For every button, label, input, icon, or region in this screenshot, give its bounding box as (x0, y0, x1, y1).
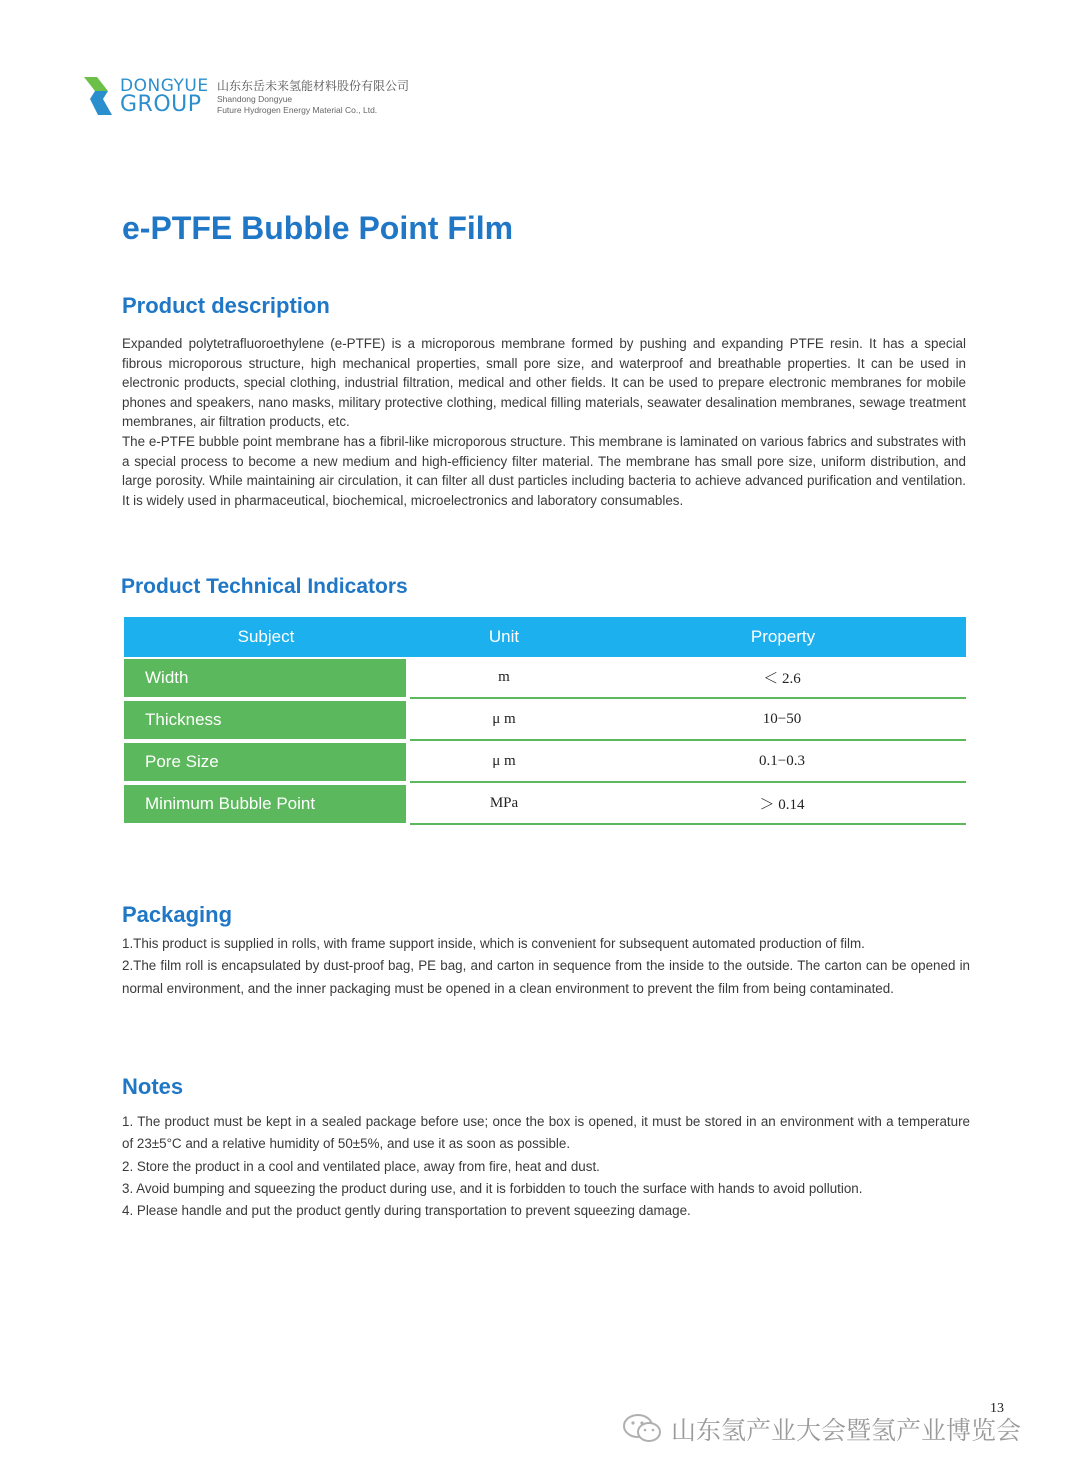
page-title: e-PTFE Bubble Point Film (122, 210, 514, 246)
logo-wordmark (120, 77, 209, 115)
table-row (124, 657, 966, 699)
row-subject: Pore Size (124, 743, 406, 781)
header-subject: Subject (237, 627, 295, 646)
row-unit: MPa (489, 794, 519, 811)
description-paragraph-1: Expanded polytetrafluoroethylene (e-PTFE) is a microporous membrane formed by pushing and expanding PTFE resin. It has a special fibrous microporous structure, high mechanical properties, small pore size, and waterproof and breathable properties. It can be used in electronic products, special clothing, industrial filtration, medical and other fields. It can be used to prepare electronic membranes for mobile phones and speakers, nano masks, military protective clothing, medical filling materials, seawater desalination membranes, sewage treatment membranes, air filtration products, etc. (122, 336, 966, 430)
row-property: ＜ 2.6 (763, 670, 801, 687)
row-property: ＞ 0.14 (759, 796, 805, 813)
row-unit: μ m (492, 710, 516, 727)
company-name-en2: Future Hydrogen Energy Material Co., Ltd. (217, 105, 378, 115)
header-property: Property (750, 627, 816, 646)
notes-text (122, 1111, 970, 1222)
wechat-watermark (622, 1411, 1021, 1447)
table-row (124, 741, 966, 783)
row-property: 0.1−0.3 (759, 752, 805, 769)
description-heading: Product description (122, 293, 330, 318)
watermark-text: 山东氢产业大会暨氢产业博览会 (670, 1417, 1021, 1445)
table-row (124, 699, 966, 741)
notes-item-4: 4. Please handle and put the product gently during transportation to prevent squeezing damage. (122, 1203, 691, 1219)
row-subject: Minimum Bubble Point (124, 785, 406, 823)
packaging-heading: Packaging (122, 902, 233, 927)
row-property: 10−50 (762, 710, 802, 727)
logo-line2: GROUP (120, 92, 202, 117)
packaging-item-1: 1.This product is supplied in rolls, with frame support inside, which is convenient for subsequent automated production of film. (122, 936, 865, 951)
row-unit: μ m (492, 752, 516, 769)
row-unit: m (498, 668, 510, 685)
company-name-cn: 山东东岳未来氢能材料股份有限公司 (217, 79, 410, 93)
notes-heading: Notes (122, 1074, 184, 1099)
dongyue-logo-icon (84, 77, 112, 115)
table-header (124, 617, 966, 657)
company-name-en1: Shandong Dongyue (217, 94, 293, 104)
row-subject: Width (124, 659, 406, 697)
header-unit: Unit (488, 627, 520, 646)
row-subject: Thickness (124, 701, 406, 739)
indicators-heading: Product Technical Indicators (121, 575, 408, 598)
page-number: 13 (990, 1401, 1004, 1416)
company-name (217, 79, 409, 116)
packaging-item-2: 2.The film roll is encapsulated by dust-proof bag, PE bag, and carton in sequence from the inside to the outside. The carton can be opened in normal environment, and the inner packaging must be opened in a clean environment to prevent the film from being contaminated. (122, 958, 970, 996)
wechat-icon (622, 1413, 664, 1445)
notes-item-1: 1. The product must be kept in a sealed package before use; once the box is opened, it must be stored in an environment with a temperature of 23±5°C and a relative humidity of 50±5%, and use it as soon as possible. (122, 1114, 970, 1152)
indicators-table (124, 617, 966, 825)
description-text (122, 334, 966, 510)
notes-item-3: 3. Avoid bumping and squeezing the product during use, and it is forbidden to touch the surface with hands to avoid pollution. (122, 1180, 863, 1196)
logo-line1: DONGYUE (120, 76, 209, 96)
packaging-text (122, 933, 970, 1000)
table-row (124, 783, 966, 825)
description-paragraph-2: The e-PTFE bubble point membrane has a fibril-like microporous structure. This membrane is laminated on various fabrics and substrates with a special process to become a new medium and high-efficiency filter material. The membrane has small pore size, uniform distribution, and large porosity. While maintaining air circulation, it can filter all dust particles including bacteria to achieve advanced purification and ventilation. It is widely used in pharmaceutical, biochemical, microelectronics and laboratory consumables. (122, 433, 966, 508)
notes-item-2: 2. Store the product in a cool and ventilated place, away from fire, heat and dust. (122, 1158, 600, 1174)
